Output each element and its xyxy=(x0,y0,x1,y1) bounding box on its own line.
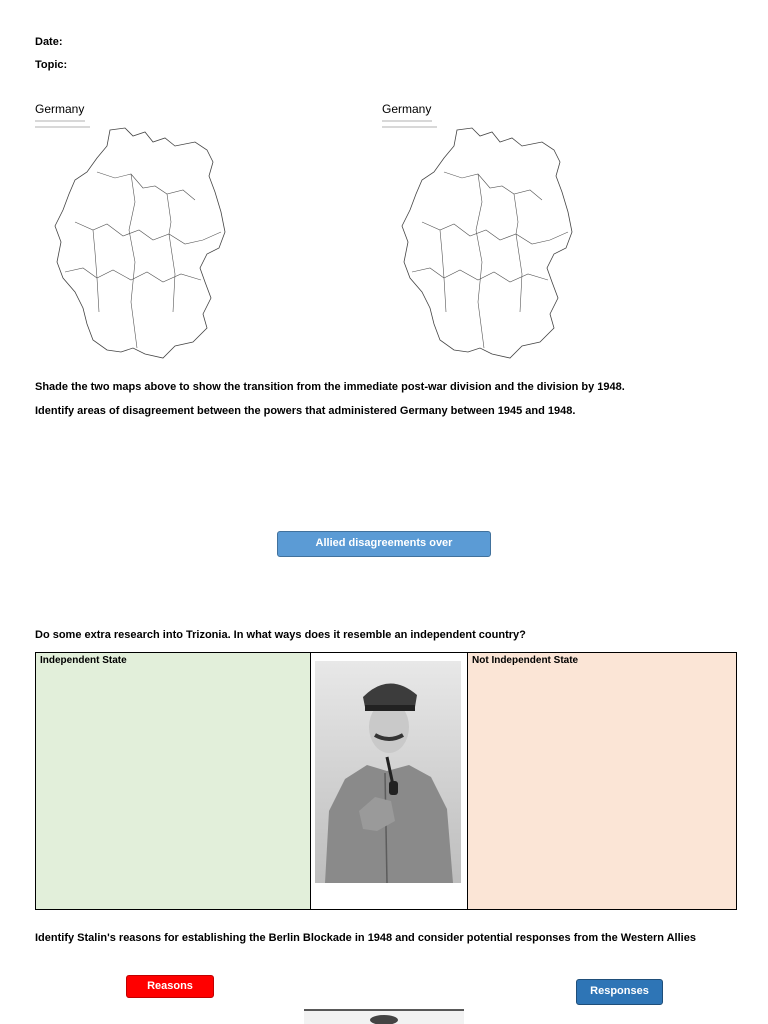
reasons-button[interactable]: Reasons xyxy=(126,975,214,998)
date-label: Date: xyxy=(35,36,63,48)
topic-label: Topic: xyxy=(35,59,68,71)
germany-outline xyxy=(382,102,577,362)
germany-map-left xyxy=(35,102,230,362)
identify-instruction: Identify areas of disagreement between the powers that administered Germany between 1945 and 1948. xyxy=(35,405,576,417)
allied-disagreements-button[interactable]: Allied disagreements over xyxy=(277,531,491,557)
germany-map-right xyxy=(382,102,577,362)
germany-outline xyxy=(35,102,230,362)
blockade-instruction: Identify Stalin's reasons for establishing the Berlin Blockade in 1948 and consider potential responses from the Western Allies xyxy=(35,932,696,944)
responses-button[interactable]: Responses xyxy=(576,979,663,1005)
trizonia-table xyxy=(35,652,737,910)
photo-cell xyxy=(311,653,468,910)
not-independent-state-cell[interactable] xyxy=(468,653,737,910)
independent-state-cell[interactable] xyxy=(36,653,311,910)
shade-instruction: Shade the two maps above to show the transition from the immediate post-war division and the division by 1948. xyxy=(35,381,625,393)
independent-state-header: Independent State xyxy=(40,655,127,666)
map-title: Germany xyxy=(382,102,432,116)
stalin-photo xyxy=(315,661,461,883)
not-independent-state-header: Not Independent State xyxy=(472,655,579,666)
research-instruction: Do some extra research into Trizonia. In what ways does it resemble an independent country? xyxy=(35,629,526,641)
cartoon-image xyxy=(304,1008,464,1024)
map-title: Germany xyxy=(35,102,85,116)
